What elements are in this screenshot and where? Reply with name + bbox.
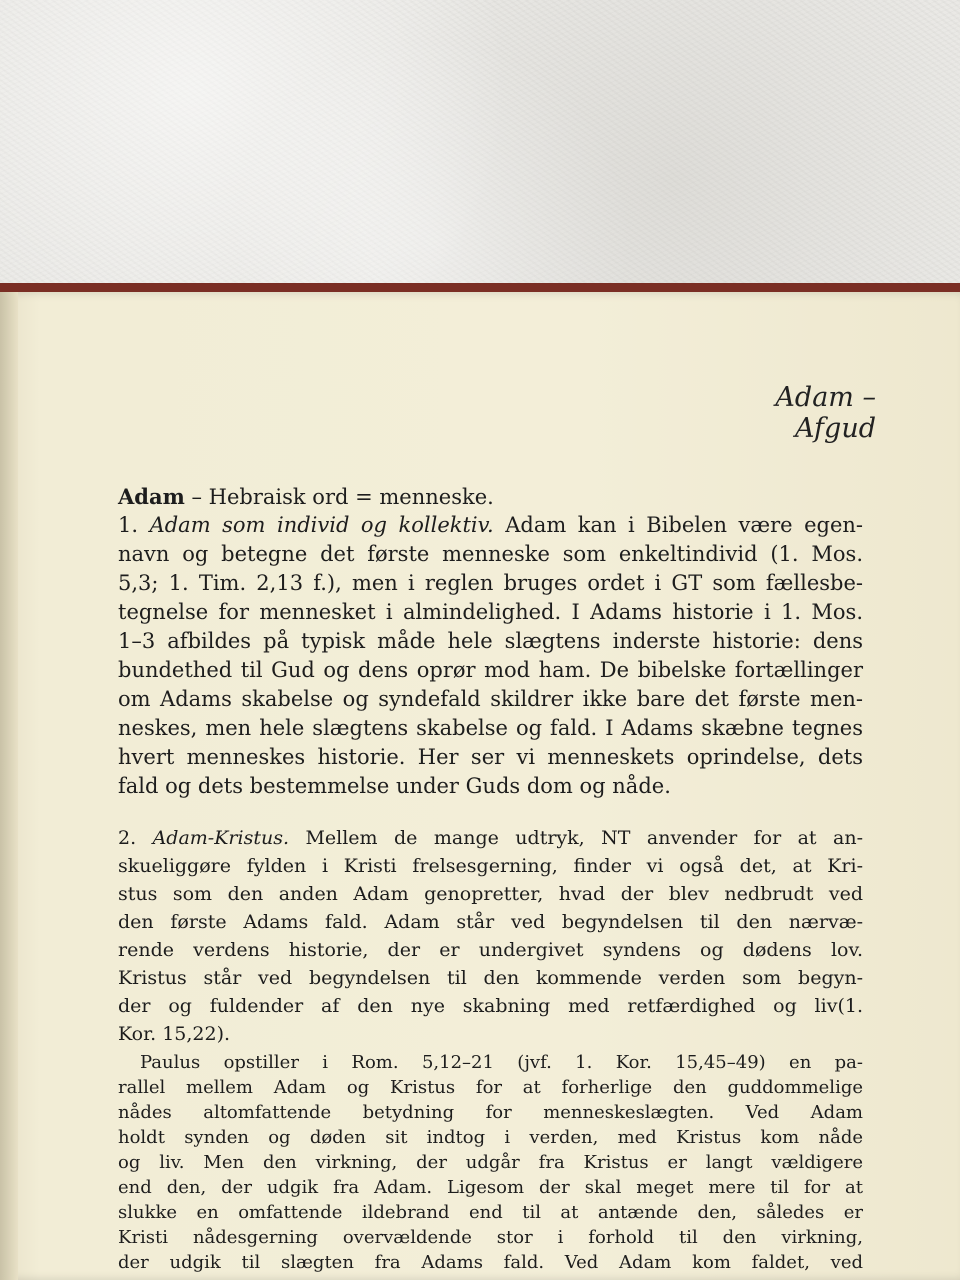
section2-number: 2. <box>118 827 153 849</box>
section2-line: skueliggøre fylden i Kristi frelsesgerning, finder vi også det, at Kri- <box>118 855 863 877</box>
section3-line: holdt synden og døden sit indtog i verden, med Kristus kom nåde <box>118 1127 863 1148</box>
section1-line: tegnelse for mennesket i almindelighed. I Adams historie i 1. Mos. <box>118 600 863 624</box>
headword: Adam <box>118 484 185 509</box>
section1-line: neskes, men hele slægtens skabelse og fald. I Adams skæbne tegnes <box>118 716 863 740</box>
section3-line: end den, der udgik fra Adam. Ligesom der skal meget mere til for at <box>118 1177 863 1198</box>
section2-title: Adam-Kristus. <box>152 827 289 849</box>
entry-heading-line <box>118 482 863 511</box>
wall-background <box>0 0 960 300</box>
section1-line: fald og dets bestemmelse under Guds dom og nåde. <box>118 774 671 798</box>
section2-line <box>118 824 863 852</box>
section3-line: Paulus opstiller i Rom. 5,12–21 (jvf. 1. Kor. 15,45–49) en pa- <box>140 1052 863 1073</box>
section2-line: rende verdens historie, der er undergivet syndens og dødens lov. <box>118 939 863 961</box>
section-adam-kristus <box>118 824 863 1048</box>
section1-line: bundethed til Gud og dens oprør mod ham. De bibelske fortællinger <box>118 658 863 682</box>
section1-line: 1–3 afbildes på typisk måde hele slægtens inderste historie: dens <box>118 629 863 653</box>
section3-line: der udgik til slægten fra Adams fald. Ved Adam kom faldet, ved <box>118 1252 863 1273</box>
entry-adam <box>118 482 863 801</box>
section2-line: Kor. 15,22). <box>118 1023 231 1045</box>
section2-line: den første Adams fald. Adam står ved begyndelsen til den nærvæ- <box>118 911 863 933</box>
section-paulus <box>118 1050 863 1275</box>
running-head: Adam – Afgud <box>775 382 876 444</box>
section2-line: der og fuldender af den nye skabning med retfærdighed og liv(1. <box>118 995 863 1017</box>
section2-line: Kristus står ved begyndelsen til den kommende verden som begyn- <box>118 967 863 989</box>
section1-title: Adam som individ og kollektiv. <box>149 513 494 537</box>
section3-line: rallel mellem Adam og Kristus for at forherlige den guddommelige <box>118 1077 863 1098</box>
section1-number: 1. <box>118 513 150 537</box>
section1-line: navn og betegne det første menneske som enkeltindivid (1. Mos. <box>118 542 863 566</box>
section3-line: nådes altomfattende betydning for menneskeslægten. Ved Adam <box>118 1102 863 1123</box>
section3-line: og liv. Men den virkning, der udgår fra Kristus er langt vældigere <box>118 1152 863 1173</box>
section3-line: slukke en omfattende ildebrand end til at antænde den, således er <box>118 1202 863 1223</box>
section1-line <box>118 511 863 540</box>
section1-line: 5,3; 1. Tim. 2,13 f.), men i reglen bruges ordet i GT som fællesbe- <box>118 571 863 595</box>
section3-line: Kristi nådesgerning overvældende stor i forhold til den virkning, <box>118 1227 863 1248</box>
page-gutter <box>0 292 18 1280</box>
section1-line: hvert menneskes historie. Her ser vi menneskets oprindelse, dets <box>118 745 863 769</box>
section2-line: stus som den anden Adam genopretter, hvad der blev nedbrudt ved <box>118 883 863 905</box>
section1-line: om Adams skabelse og syndefald skildrer ikke bare det første men- <box>118 687 863 711</box>
headword-definition: – Hebraisk ord = menneske. <box>184 485 494 509</box>
section1-text: Adam kan i Bibelen være egen- <box>493 513 863 537</box>
section2-text: Mellem de mange udtryk, NT anvender for at an- <box>289 827 863 849</box>
